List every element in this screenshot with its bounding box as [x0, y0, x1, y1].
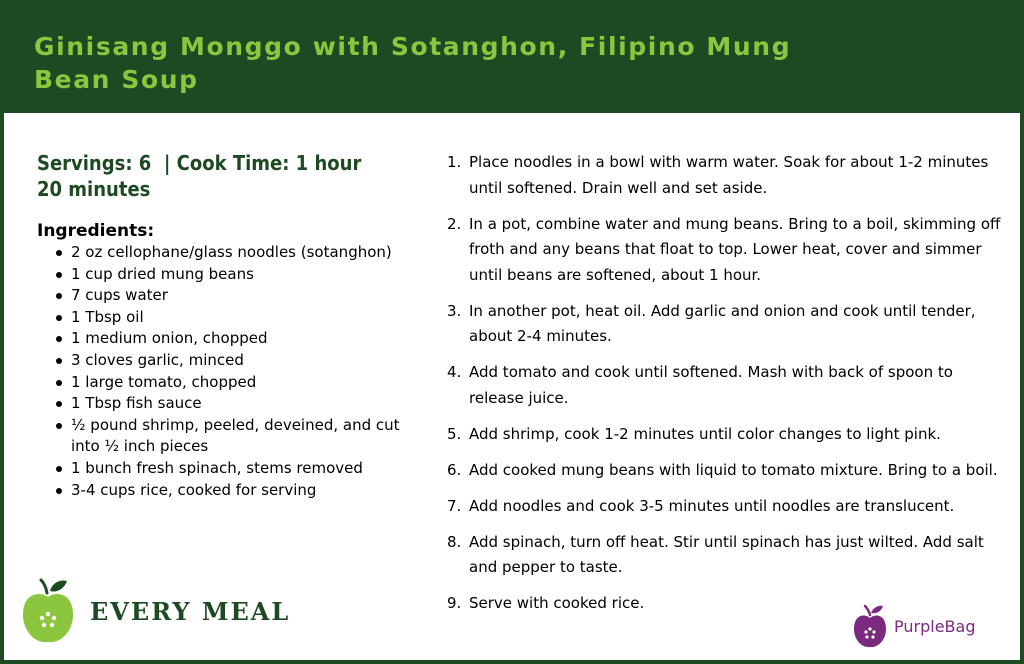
every-meal-logo	[20, 577, 290, 645]
step-text: Add cooked mung beans with liquid to tomato mixture. Bring to a boil.	[469, 460, 998, 479]
step-number: 9.	[447, 594, 462, 612]
ingredient-item: ½ pound shrimp, peeled, deveined, and cut into ½ inch pieces	[53, 415, 432, 458]
purple-apple-icon	[852, 603, 888, 649]
purplebag-logo	[852, 603, 975, 649]
step-text: Add shrimp, cook 1-2 minutes until color changes to light pink.	[469, 424, 941, 443]
step-number: 8.	[447, 532, 462, 551]
meta-line-1: Servings: 6 | Cook Time: 1 hour	[37, 151, 362, 175]
ingredient-item: 3 cloves garlic, minced	[53, 350, 432, 372]
step-text: In another pot, heat oil. Add garlic and onion and cook until tender, about 2-4 minutes.	[469, 301, 976, 345]
step-number: 5.	[447, 424, 462, 443]
ingredient-item: 1 bunch fresh spinach, stems removed	[53, 458, 432, 480]
right-column	[447, 150, 1002, 627]
meta-line-2: 20 minutes	[37, 177, 151, 201]
ingredient-item: 1 medium onion, chopped	[53, 328, 432, 350]
step-item	[447, 530, 1002, 581]
step-item	[447, 360, 1002, 411]
step-item	[447, 458, 1002, 484]
step-number: 4.	[447, 363, 462, 381]
step-text: Add noodles and cook 3-5 minutes until noodles are translucent.	[469, 496, 955, 515]
step-number: 3.	[447, 301, 462, 320]
step-item	[447, 212, 1002, 289]
left-column	[37, 150, 432, 501]
ingredients-list	[37, 242, 432, 501]
steps-list	[447, 150, 1002, 617]
step-item	[447, 422, 1002, 448]
step-number: 2.	[447, 214, 462, 233]
step-text: Add tomato and cook until softened. Mash with back of spoon to release juice.	[469, 363, 953, 407]
step-number: 1.	[447, 153, 462, 171]
step-text: Add spinach, turn off heat. Stir until spinach has just wilted. Add salt and pepper to taste.	[469, 532, 984, 576]
step-item	[447, 494, 1002, 520]
step-text: Place noodles in a bowl with warm water. Soak for about 1-2 minutes until softened. Drain well and set aside.	[469, 153, 989, 197]
ingredient-item: 1 cup dried mung beans	[53, 264, 432, 286]
apple-icon	[20, 577, 76, 645]
purplebag-wordmark: PurpleBag	[894, 616, 976, 636]
every-meal-wordmark: EVERY MEAL	[90, 596, 291, 626]
ingredient-item: 1 large tomato, chopped	[53, 372, 432, 394]
header-bar	[0, 0, 1024, 113]
step-item	[447, 299, 1002, 350]
step-item	[447, 150, 1002, 201]
step-text: Serve with cooked rice.	[469, 594, 645, 612]
ingredients-heading: Ingredients:	[37, 221, 155, 241]
step-number: 7.	[447, 496, 462, 515]
ingredient-item: 3-4 cups rice, cooked for serving	[53, 480, 432, 502]
ingredient-item: 7 cups water	[53, 285, 432, 307]
step-number: 6.	[447, 460, 462, 479]
ingredient-item: 1 Tbsp fish sauce	[53, 393, 432, 415]
ingredient-item: 2 oz cellophane/glass noodles (sotanghon)	[53, 242, 432, 264]
recipe-title: Ginisang Monggo with Sotanghon, Filipino Mung Bean Soup	[34, 32, 792, 94]
servings-cook-time	[37, 150, 432, 202]
step-text: In a pot, combine water and mung beans. Bring to a boil, skimming off froth and any beans that float to top. Lower heat, cover and simmer until beans are softened, about 1 hour.	[469, 214, 1001, 284]
ingredient-item: 1 Tbsp oil	[53, 307, 432, 329]
